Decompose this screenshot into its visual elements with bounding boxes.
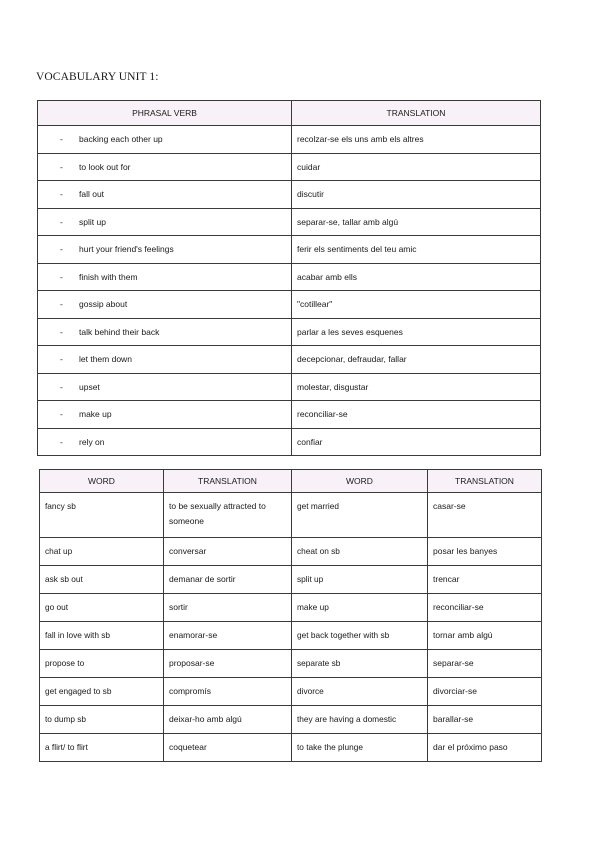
phrasal-verb-text: make up bbox=[79, 409, 112, 420]
translation-cell: conversar bbox=[164, 538, 292, 566]
phrasal-verb-text: talk behind their back bbox=[79, 326, 160, 337]
phrasal-verb-text: to look out for bbox=[79, 161, 131, 172]
phrasal-verb-cell bbox=[38, 291, 292, 319]
table-row bbox=[38, 236, 541, 264]
translation-cell: cuidar bbox=[292, 153, 541, 181]
table-row bbox=[40, 566, 542, 594]
word-cell: propose to bbox=[40, 650, 164, 678]
word-cell: a flirt/ to flirt bbox=[40, 734, 164, 762]
table-row bbox=[38, 346, 541, 374]
bullet-dash: - bbox=[60, 409, 63, 420]
phrasal-verb-cell bbox=[38, 181, 292, 209]
phrasal-verb-text: split up bbox=[79, 216, 106, 227]
bullet-dash: - bbox=[60, 326, 63, 337]
translation-cell: molestar, disgustar bbox=[292, 373, 541, 401]
table-row bbox=[40, 622, 542, 650]
table-header-row bbox=[40, 470, 542, 493]
word-cell: fall in love with sb bbox=[40, 622, 164, 650]
table-row bbox=[40, 538, 542, 566]
translation-cell: reconciliar-se bbox=[428, 594, 542, 622]
column-header: WORD bbox=[292, 470, 428, 493]
table-row bbox=[40, 706, 542, 734]
word-cell: cheat on sb bbox=[292, 538, 428, 566]
table-row bbox=[38, 153, 541, 181]
translation-cell: reconciliar-se bbox=[292, 401, 541, 429]
translation-cell: barallar-se bbox=[428, 706, 542, 734]
word-cell: to dump sb bbox=[40, 706, 164, 734]
word-cell: fancy sb bbox=[40, 493, 164, 538]
column-header: PHRASAL VERB bbox=[38, 101, 292, 126]
table-row bbox=[38, 181, 541, 209]
word-cell: split up bbox=[292, 566, 428, 594]
bullet-dash: - bbox=[60, 134, 63, 145]
phrasal-verb-cell bbox=[38, 263, 292, 291]
translation-cell: tornar amb algú bbox=[428, 622, 542, 650]
word-cell: they are having a domestic bbox=[292, 706, 428, 734]
translation-cell: parlar a les seves esquenes bbox=[292, 318, 541, 346]
word-cell: separate sb bbox=[292, 650, 428, 678]
page-title: VOCABULARY UNIT 1: bbox=[36, 71, 159, 83]
column-header: TRANSLATION bbox=[164, 470, 292, 493]
column-header: TRANSLATION bbox=[428, 470, 542, 493]
word-cell: to take the plunge bbox=[292, 734, 428, 762]
translation-cell: sortir bbox=[164, 594, 292, 622]
table-row bbox=[38, 428, 541, 456]
phrasal-verb-cell bbox=[38, 208, 292, 236]
table-row bbox=[38, 291, 541, 319]
bullet-dash: - bbox=[60, 299, 63, 310]
phrasal-verb-text: gossip about bbox=[79, 299, 128, 310]
translation-cell: proposar-se bbox=[164, 650, 292, 678]
translation-cell: ferir els sentiments del teu amic bbox=[292, 236, 541, 264]
translation-cell: casar-se bbox=[428, 493, 542, 538]
phrasal-verb-table bbox=[37, 100, 541, 456]
phrasal-verb-text: hurt your friend's feelings bbox=[79, 244, 174, 255]
phrasal-verb-cell bbox=[38, 236, 292, 264]
phrasal-verb-text: rely on bbox=[79, 436, 105, 447]
translation-cell: deixar-ho amb algú bbox=[164, 706, 292, 734]
phrasal-verb-cell bbox=[38, 428, 292, 456]
phrasal-verb-cell bbox=[38, 373, 292, 401]
word-cell: divorce bbox=[292, 678, 428, 706]
translation-cell: recolzar-se els uns amb els altres bbox=[292, 126, 541, 154]
table-row bbox=[40, 650, 542, 678]
table-row bbox=[40, 493, 542, 538]
table-row bbox=[38, 318, 541, 346]
phrasal-verb-text: backing each other up bbox=[79, 134, 163, 145]
column-header: TRANSLATION bbox=[292, 101, 541, 126]
word-cell: go out bbox=[40, 594, 164, 622]
table-row bbox=[38, 208, 541, 236]
bullet-dash: - bbox=[60, 244, 63, 255]
translation-cell: discutir bbox=[292, 181, 541, 209]
translation-cell: compromís bbox=[164, 678, 292, 706]
translation-cell: enamorar-se bbox=[164, 622, 292, 650]
bullet-dash: - bbox=[60, 381, 63, 392]
word-cell: chat up bbox=[40, 538, 164, 566]
phrasal-verb-cell bbox=[38, 153, 292, 181]
word-cell: ask sb out bbox=[40, 566, 164, 594]
bullet-dash: - bbox=[60, 436, 63, 447]
phrasal-verb-text: finish with them bbox=[79, 271, 138, 282]
bullet-dash: - bbox=[60, 189, 63, 200]
word-translation-table bbox=[39, 469, 542, 762]
word-cell: make up bbox=[292, 594, 428, 622]
translation-cell: decepcionar, defraudar, fallar bbox=[292, 346, 541, 374]
bullet-dash: - bbox=[60, 161, 63, 172]
phrasal-verb-cell bbox=[38, 318, 292, 346]
translation-cell: to be sexually attracted to someone bbox=[164, 493, 292, 538]
phrasal-verb-text: upset bbox=[79, 381, 100, 392]
translation-cell: trencar bbox=[428, 566, 542, 594]
translation-cell: posar les banyes bbox=[428, 538, 542, 566]
table-header-row bbox=[38, 101, 541, 126]
column-header: WORD bbox=[40, 470, 164, 493]
table-row bbox=[38, 373, 541, 401]
table-row bbox=[38, 263, 541, 291]
translation-cell: separar-se bbox=[428, 650, 542, 678]
phrasal-verb-cell bbox=[38, 401, 292, 429]
translation-cell: divorciar-se bbox=[428, 678, 542, 706]
table-row bbox=[40, 594, 542, 622]
translation-cell: demanar de sortir bbox=[164, 566, 292, 594]
translation-cell: separar-se, tallar amb algú bbox=[292, 208, 541, 236]
phrasal-verb-text: fall out bbox=[79, 189, 105, 200]
translation-cell: confiar bbox=[292, 428, 541, 456]
table-row bbox=[40, 734, 542, 762]
bullet-dash: - bbox=[60, 271, 63, 282]
translation-cell: dar el próximo paso bbox=[428, 734, 542, 762]
phrasal-verb-cell bbox=[38, 346, 292, 374]
phrasal-verb-text: let them down bbox=[79, 354, 132, 365]
table-row bbox=[40, 678, 542, 706]
word-cell: get back together with sb bbox=[292, 622, 428, 650]
word-cell: get engaged to sb bbox=[40, 678, 164, 706]
translation-cell: coquetear bbox=[164, 734, 292, 762]
bullet-dash: - bbox=[60, 354, 63, 365]
table-row bbox=[38, 401, 541, 429]
translation-cell: acabar amb ells bbox=[292, 263, 541, 291]
bullet-dash: - bbox=[60, 216, 63, 227]
translation-cell: "cotillear" bbox=[292, 291, 541, 319]
table-row bbox=[38, 126, 541, 154]
phrasal-verb-cell bbox=[38, 126, 292, 154]
word-cell: get married bbox=[292, 493, 428, 538]
